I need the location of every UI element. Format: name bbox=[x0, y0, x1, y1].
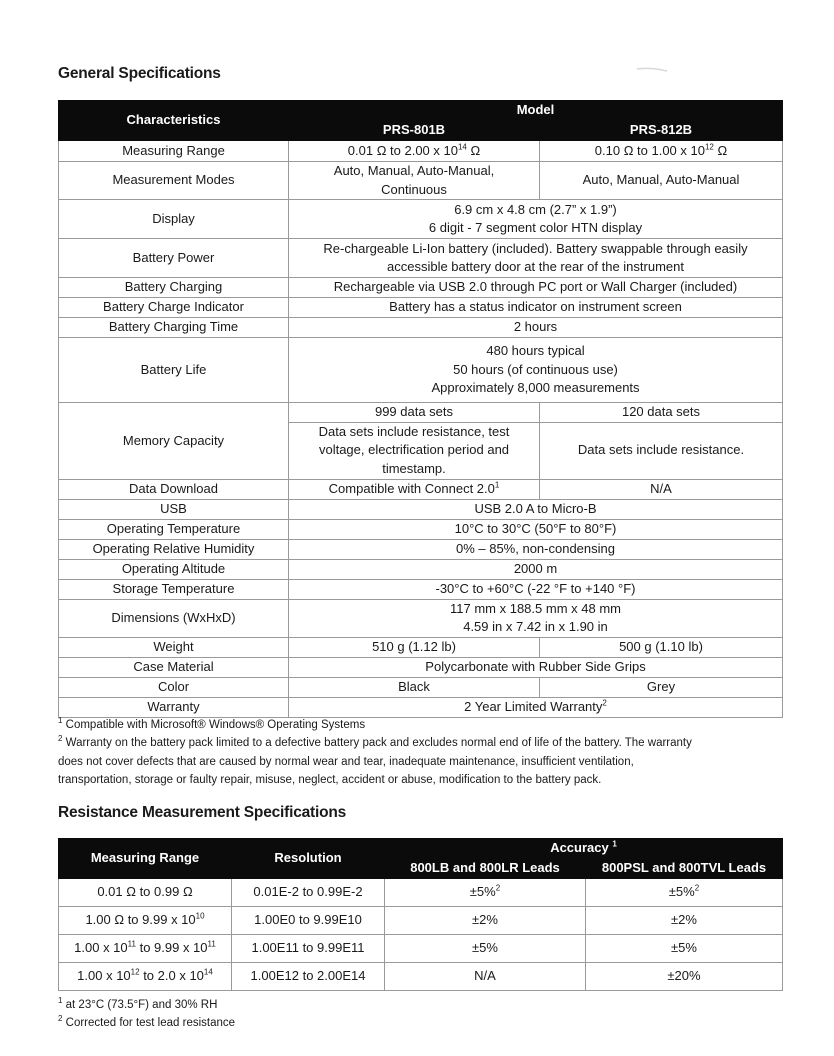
scan-smudge bbox=[636, 66, 668, 72]
value-memory-801b-detail: Data sets include resistance, test voltage, electrification period and timestamp. bbox=[289, 422, 540, 479]
row-measuring-range bbox=[59, 141, 783, 162]
row-color bbox=[59, 677, 783, 697]
label-dimensions: Dimensions (WxHxD) bbox=[59, 599, 289, 637]
label-color: Color bbox=[59, 677, 289, 697]
header-model-prs-812b: PRS-812B bbox=[540, 121, 783, 141]
label-operating-altitude: Operating Altitude bbox=[59, 559, 289, 579]
accuracy-a-cell: ±2% bbox=[385, 907, 586, 935]
label-memory-capacity: Memory Capacity bbox=[59, 403, 289, 480]
label-battery-charging: Battery Charging bbox=[59, 278, 289, 298]
general-footnote-1: $^1$ Compatible with Microsoft® Windows® Operating Systems bbox=[58, 716, 366, 731]
general-specifications-table bbox=[58, 100, 783, 718]
row-data-download bbox=[59, 479, 783, 499]
range-cell: 1.00 x $10^{12}$ to 2.0 x $10^{14}$ bbox=[59, 963, 232, 991]
row-storage-temperature bbox=[59, 579, 783, 599]
resistance-specifications-table bbox=[58, 838, 783, 991]
resistance-footnote-2: $^2$ Corrected for test lead resistance bbox=[58, 1014, 236, 1029]
range-cell: 0.01 Ω to 0.99 Ω bbox=[59, 879, 232, 907]
label-data-download: Data Download bbox=[59, 479, 289, 499]
label-case-material: Case Material bbox=[59, 657, 289, 677]
accuracy-b-cell: ±20% bbox=[586, 963, 783, 991]
accuracy-b-cell: ±2% bbox=[586, 907, 783, 935]
row-operating-humidity bbox=[59, 539, 783, 559]
value-weight-801b: 510 g (1.12 lb) bbox=[289, 637, 540, 657]
label-usb: USB bbox=[59, 499, 289, 519]
row-operating-temperature bbox=[59, 519, 783, 539]
value-color-812b: Grey bbox=[540, 677, 783, 697]
value-modes-801b: Auto, Manual, Auto-Manual, Continuous bbox=[289, 162, 540, 200]
value-battery-power: Re-chargeable Li-Ion battery (included). Battery swappable through easily accessible battery door at the rear of the instrument bbox=[289, 239, 783, 278]
accuracy-a-cell: N/A bbox=[385, 963, 586, 991]
label-storage-temperature: Storage Temperature bbox=[59, 579, 289, 599]
header-measuring-range: Measuring Range bbox=[59, 839, 232, 879]
label-warranty: Warranty bbox=[59, 697, 289, 717]
label-measurement-modes: Measurement Modes bbox=[59, 162, 289, 200]
resistance-row bbox=[59, 879, 783, 907]
value-dimensions: 117 mm x 188.5 mm x 48 mm 4.59 in x 7.42 in x 1.90 in bbox=[289, 599, 783, 637]
value-download-801b: Compatible with Connect $2.0^1$ bbox=[289, 479, 540, 499]
value-warranty: 2 Year Limited Warranty$^2$ bbox=[289, 697, 783, 717]
label-operating-temperature: Operating Temperature bbox=[59, 519, 289, 539]
accuracy-a-cell: ±5% bbox=[385, 935, 586, 963]
header-characteristics: Characteristics bbox=[59, 101, 289, 141]
value-storage-temperature: -30°C to +60°C (-22 °F to +140 °F) bbox=[289, 579, 783, 599]
value-memory-801b-sets: 999 data sets bbox=[289, 403, 540, 423]
row-operating-altitude bbox=[59, 559, 783, 579]
value-usb: USB 2.0 A to Micro-B bbox=[289, 499, 783, 519]
row-case-material bbox=[59, 657, 783, 677]
resolution-cell: 1.00E11 to 9.99E11 bbox=[232, 935, 385, 963]
resolution-cell: 0.01E-2 to 0.99E-2 bbox=[232, 879, 385, 907]
header-leads-800psl-800tvl: 800PSL and 800TVL Leads bbox=[586, 859, 783, 879]
row-battery-charging bbox=[59, 278, 783, 298]
resistance-row bbox=[59, 935, 783, 963]
row-battery-power bbox=[59, 239, 783, 278]
label-operating-humidity: Operating Relative Humidity bbox=[59, 539, 289, 559]
header-resolution: Resolution bbox=[232, 839, 385, 879]
row-warranty bbox=[59, 697, 783, 717]
value-operating-humidity: 0% – 85%, non-condensing bbox=[289, 539, 783, 559]
accuracy-b-cell: ±5%$^2$ bbox=[586, 879, 783, 907]
value-modes-812b: Auto, Manual, Auto-Manual bbox=[540, 162, 783, 200]
label-battery-charging-time: Battery Charging Time bbox=[59, 318, 289, 338]
row-battery-charge-indicator bbox=[59, 298, 783, 318]
header-model: Model bbox=[289, 101, 783, 121]
resolution-cell: 1.00E12 to 2.00E14 bbox=[232, 963, 385, 991]
label-battery-power: Battery Power bbox=[59, 239, 289, 278]
row-usb bbox=[59, 499, 783, 519]
value-memory-812b-sets: 120 data sets bbox=[540, 403, 783, 423]
header-leads-800lb-800lr: 800LB and 800LR Leads bbox=[385, 859, 586, 879]
value-weight-812b: 500 g (1.10 lb) bbox=[540, 637, 783, 657]
resolution-cell: 1.00E0 to 9.99E10 bbox=[232, 907, 385, 935]
value-display: 6.9 cm x 4.8 cm (2.7” x 1.9”) 6 digit - 7 segment color HTN display bbox=[289, 200, 783, 239]
resistance-specifications-title: Resistance Measurement Specifications bbox=[58, 804, 347, 821]
accuracy-b-cell: ±5% bbox=[586, 935, 783, 963]
row-weight bbox=[59, 637, 783, 657]
resistance-row bbox=[59, 963, 783, 991]
label-weight: Weight bbox=[59, 637, 289, 657]
label-measuring-range: Measuring Range bbox=[59, 141, 289, 162]
label-battery-life: Battery Life bbox=[59, 338, 289, 403]
value-range-801b: 0.01 Ω to 2.00 x $10^{14}$ Ω bbox=[289, 141, 540, 162]
value-battery-charging: Rechargeable via USB 2.0 through PC port or Wall Charger (included) bbox=[289, 278, 783, 298]
general-specifications-title: General Specifications bbox=[58, 65, 221, 82]
label-display: Display bbox=[59, 200, 289, 239]
row-battery-life bbox=[59, 338, 783, 403]
value-case-material: Polycarbonate with Rubber Side Grips bbox=[289, 657, 783, 677]
value-color-801b: Black bbox=[289, 677, 540, 697]
row-display bbox=[59, 200, 783, 239]
value-range-812b: 0.10 Ω to 1.00 x $10^{12}$ Ω bbox=[540, 141, 783, 162]
row-dimensions bbox=[59, 599, 783, 637]
header-accuracy: Accuracy $^1$ bbox=[385, 839, 783, 859]
accuracy-a-cell: ±5%$^2$ bbox=[385, 879, 586, 907]
header-model-prs-801b: PRS-801B bbox=[289, 121, 540, 141]
value-memory-812b-detail: Data sets include resistance. bbox=[540, 422, 783, 479]
value-battery-charging-time: 2 hours bbox=[289, 318, 783, 338]
value-operating-temperature: 10°C to 30°C (50°F to 80°F) bbox=[289, 519, 783, 539]
range-cell: 1.00 Ω to 9.99 x $10^{10}$ bbox=[59, 907, 232, 935]
row-battery-charging-time bbox=[59, 318, 783, 338]
resistance-row bbox=[59, 907, 783, 935]
resistance-footnote-1: $^1$ at 23°C (73.5°F) and 30% RH bbox=[58, 996, 218, 1011]
range-cell: 1.00 x $10^{11}$ to 9.99 x $10^{11}$ bbox=[59, 935, 232, 963]
general-footnote-2: $^2$ Warranty on the battery pack limited to a defective battery pack and excludes normal end of life of the battery. The warranty does not cover defects that are caused by normal wear and tear, inadequate maintenance, insufficient ventilation, transportation, storage or faulty repair, misuse, neglect, accident or abuse, modification to the battery pack. bbox=[58, 734, 692, 787]
value-download-812b: N/A bbox=[540, 479, 783, 499]
value-operating-altitude: 2000 m bbox=[289, 559, 783, 579]
row-measurement-modes bbox=[59, 162, 783, 200]
label-battery-charge-indicator: Battery Charge Indicator bbox=[59, 298, 289, 318]
value-battery-life: 480 hours typical 50 hours (of continuous use) Approximately 8,000 measurements bbox=[289, 338, 783, 403]
row-memory-capacity bbox=[59, 403, 783, 423]
value-battery-charge-indicator: Battery has a status indicator on instrument screen bbox=[289, 298, 783, 318]
